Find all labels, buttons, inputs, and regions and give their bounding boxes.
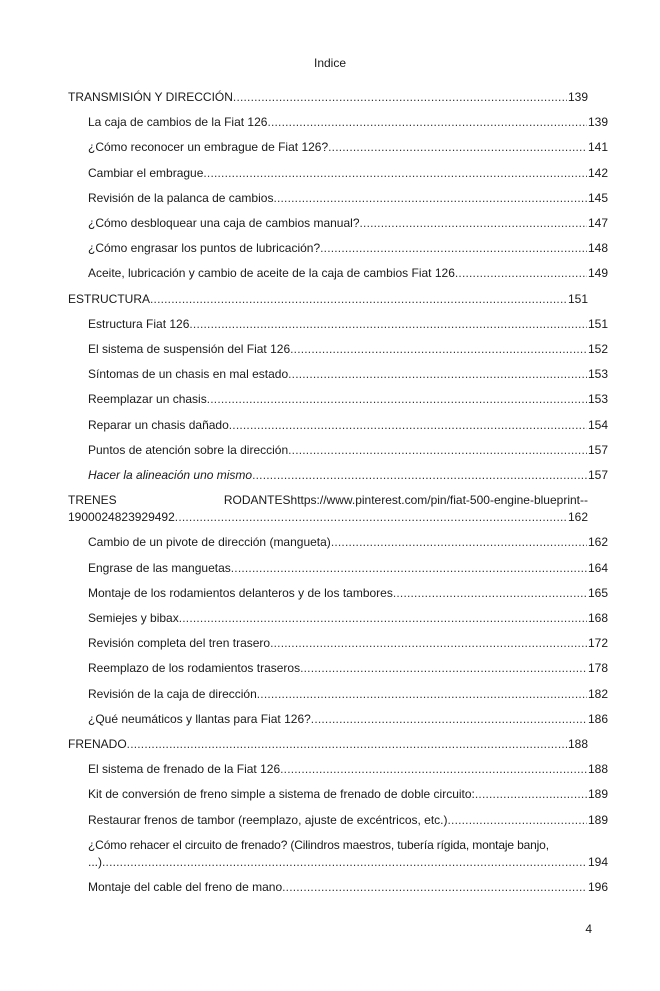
toc-leader-dots bbox=[229, 418, 587, 433]
toc-entry-title: Revisión de la caja de dirección bbox=[88, 686, 257, 701]
toc-entry[interactable] bbox=[68, 737, 588, 752]
toc-entry-title: Estructura Fiat 126 bbox=[88, 316, 190, 331]
toc-entry-page: 194 bbox=[587, 854, 608, 869]
toc-entry[interactable] bbox=[68, 880, 608, 895]
toc-entry-title: Reparar un chasis dañado bbox=[88, 417, 229, 432]
toc-leader-dots bbox=[175, 510, 567, 525]
toc-entry[interactable] bbox=[68, 443, 608, 458]
toc-entry-page: 178 bbox=[587, 661, 608, 676]
toc-entry[interactable] bbox=[68, 392, 608, 407]
toc-entry-title: Hacer la alineación uno mismo bbox=[88, 468, 253, 482]
toc-leader-dots bbox=[475, 787, 587, 802]
toc-entry-title-line: ¿Cómo rehacer el circuito de frenado? (Cilindros maestros, tubería rígida, montaje banjo, bbox=[88, 837, 549, 852]
toc-entry-title-part: TRENES bbox=[68, 493, 117, 508]
toc-entry-page: 145 bbox=[587, 190, 608, 205]
toc-leader-dots bbox=[127, 737, 567, 752]
toc-entry-page: 142 bbox=[587, 165, 608, 180]
toc-entry-title: ...) bbox=[88, 854, 102, 869]
toc-entry-title: Puntos de atención sobre la dirección bbox=[88, 442, 289, 457]
toc-entry[interactable] bbox=[68, 838, 608, 870]
toc-entry-title: Cambio de un pivote de dirección (mangueta) bbox=[88, 535, 331, 550]
toc-entry[interactable] bbox=[68, 317, 608, 332]
toc-entry-page: 186 bbox=[587, 711, 608, 726]
toc-entry-page: 154 bbox=[587, 417, 608, 432]
toc-entry[interactable] bbox=[68, 115, 608, 130]
toc-entry-title: ¿Cómo desbloquear una caja de cambios manual? bbox=[88, 216, 360, 230]
toc-entry[interactable] bbox=[68, 266, 608, 281]
toc-leader-dots bbox=[311, 712, 587, 727]
toc-entry-page: 153 bbox=[587, 392, 608, 407]
toc-entry-page: 157 bbox=[587, 468, 608, 482]
toc-entry-title: 1900024823929492 bbox=[68, 510, 175, 525]
toc-entry[interactable] bbox=[68, 90, 588, 105]
toc-entry[interactable] bbox=[68, 611, 608, 626]
toc-leader-dots bbox=[331, 535, 587, 550]
toc-entry-title: El sistema de suspensión del Fiat 126 bbox=[88, 342, 291, 356]
page-title: Indice bbox=[313, 56, 347, 70]
toc-entry-page: 141 bbox=[587, 140, 608, 155]
toc-entry-title: La caja de cambios de la Fiat 126 bbox=[88, 115, 268, 130]
toc-entry-page: 151 bbox=[567, 291, 588, 306]
toc-entry-page: 139 bbox=[587, 115, 608, 130]
toc-entry[interactable] bbox=[68, 561, 608, 576]
toc-entry-title: Aceite, lubricación y cambio de aceite de la caja de cambios Fiat 126 bbox=[88, 266, 455, 281]
toc-entry[interactable] bbox=[68, 762, 608, 777]
toc-entry-title: Semiejes y bibax bbox=[88, 611, 179, 625]
toc-entry-page: 149 bbox=[587, 266, 608, 281]
toc-entry[interactable] bbox=[68, 813, 608, 828]
toc-entry-page: 157 bbox=[587, 442, 608, 457]
toc-entry-page: 168 bbox=[587, 611, 608, 625]
toc-leader-dots bbox=[320, 241, 587, 256]
toc-leader-dots bbox=[233, 90, 567, 105]
toc-leader-dots bbox=[273, 191, 587, 206]
toc-entry-page: 151 bbox=[587, 316, 608, 331]
toc-leader-dots bbox=[288, 367, 587, 382]
toc-entry-page: 153 bbox=[587, 367, 608, 382]
toc-entry[interactable] bbox=[68, 418, 608, 433]
toc-entry[interactable] bbox=[68, 216, 608, 231]
toc-leader-dots bbox=[455, 266, 587, 281]
toc-entry-page: 147 bbox=[587, 216, 608, 230]
toc-leader-dots bbox=[448, 813, 587, 828]
toc-entry-title: Reemplazo de los rodamientos traseros bbox=[88, 661, 301, 676]
toc-entry-page: 148 bbox=[587, 241, 608, 256]
toc-entry-title: ¿Cómo reconocer un embrague de Fiat 126? bbox=[88, 140, 329, 155]
toc-entry-page: 162 bbox=[587, 535, 608, 550]
toc-leader-dots bbox=[360, 216, 587, 231]
toc-leader-dots bbox=[150, 292, 567, 307]
toc-entry-title: FRENADO bbox=[68, 737, 127, 751]
toc-entry-page: 164 bbox=[587, 560, 608, 575]
toc-entry-page: 188 bbox=[567, 737, 588, 751]
toc-entry-title: ¿Cómo engrasar los puntos de lubricación? bbox=[88, 241, 321, 256]
toc-entry[interactable] bbox=[68, 636, 608, 651]
toc-leader-dots bbox=[282, 880, 587, 895]
toc-entry-title: Montaje de los rodamientos delanteros y de los tambores bbox=[88, 585, 393, 600]
toc-leader-dots bbox=[300, 661, 587, 676]
toc-entry[interactable] bbox=[68, 493, 588, 525]
toc-leader-dots bbox=[393, 586, 587, 601]
toc-entry-title: ¿Qué neumáticos y llantas para Fiat 126? bbox=[88, 711, 311, 726]
toc-entry-page: 165 bbox=[587, 585, 608, 600]
toc-entry[interactable] bbox=[68, 468, 608, 483]
toc-entry-title: Kit de conversión de freno simple a sistema de frenado de doble circuito: bbox=[88, 787, 475, 802]
toc-entry-page: 189 bbox=[587, 787, 608, 802]
toc-entry[interactable] bbox=[68, 787, 608, 802]
toc-entry[interactable] bbox=[68, 342, 608, 357]
toc-entry-title: Cambiar el embrague bbox=[88, 165, 204, 180]
toc-leader-dots bbox=[203, 166, 587, 181]
toc-leader-dots bbox=[252, 468, 587, 483]
toc-leader-dots bbox=[207, 392, 587, 407]
toc-entry-title: ESTRUCTURA bbox=[68, 291, 151, 306]
toc-entry[interactable] bbox=[68, 191, 608, 206]
toc-leader-dots bbox=[288, 443, 587, 458]
toc-entry[interactable] bbox=[68, 241, 608, 256]
toc-leader-dots bbox=[280, 762, 587, 777]
toc-leader-dots bbox=[231, 561, 587, 576]
toc-entry[interactable] bbox=[68, 292, 588, 307]
toc-leader-dots bbox=[328, 140, 587, 155]
toc-leader-dots bbox=[270, 636, 587, 651]
toc-entry-title: TRANSMISIÓN Y DIRECCIÓN bbox=[68, 90, 233, 104]
toc-leader-dots bbox=[189, 317, 587, 332]
toc-entry-title: Engrase de las manguetas bbox=[88, 560, 231, 575]
toc-entry-page: 172 bbox=[587, 636, 608, 651]
page-number: 4 bbox=[585, 922, 592, 936]
toc-entry[interactable] bbox=[68, 535, 608, 550]
toc-leader-dots bbox=[267, 115, 587, 130]
toc-entry-page: 188 bbox=[587, 762, 608, 777]
toc-entry[interactable] bbox=[68, 661, 608, 676]
toc-entry-page: 162 bbox=[567, 510, 588, 525]
toc-entry-title-part: RODANTEShttps://www.pinterest.com/pin/fiat-500-engine-blueprint-- bbox=[223, 493, 588, 508]
toc-entry-title: Revisión de la palanca de cambios bbox=[88, 190, 274, 205]
toc-leader-dots bbox=[179, 611, 587, 626]
toc-entry-title: El sistema de frenado de la Fiat 126 bbox=[88, 762, 281, 777]
toc-leader-dots bbox=[102, 855, 587, 870]
toc-entry-page: 182 bbox=[587, 686, 608, 701]
toc-entry[interactable] bbox=[68, 140, 608, 155]
toc-leader-dots bbox=[290, 342, 587, 357]
toc-entry[interactable] bbox=[68, 166, 608, 181]
toc-entry[interactable] bbox=[68, 586, 608, 601]
toc-entry-title: Reemplazar un chasis bbox=[88, 392, 207, 407]
toc-entry-page: 196 bbox=[587, 880, 608, 894]
toc-entry-title: Revisión completa del tren trasero bbox=[88, 636, 271, 651]
toc-entry-page: 152 bbox=[587, 342, 608, 356]
toc-entry-page: 189 bbox=[587, 812, 608, 827]
toc-leader-dots bbox=[257, 687, 587, 702]
toc-entry-title: Síntomas de un chasis en mal estado bbox=[88, 367, 289, 382]
toc-entry-page: 139 bbox=[567, 90, 588, 104]
toc-entry[interactable] bbox=[68, 367, 608, 382]
toc-entry-title: Montaje del cable del freno de mano bbox=[88, 880, 283, 894]
toc-entry[interactable] bbox=[68, 712, 608, 727]
toc-entry[interactable] bbox=[68, 687, 608, 702]
toc-entry-title: Restaurar frenos de tambor (reemplazo, ajuste de excéntricos, etc.) bbox=[88, 812, 448, 827]
